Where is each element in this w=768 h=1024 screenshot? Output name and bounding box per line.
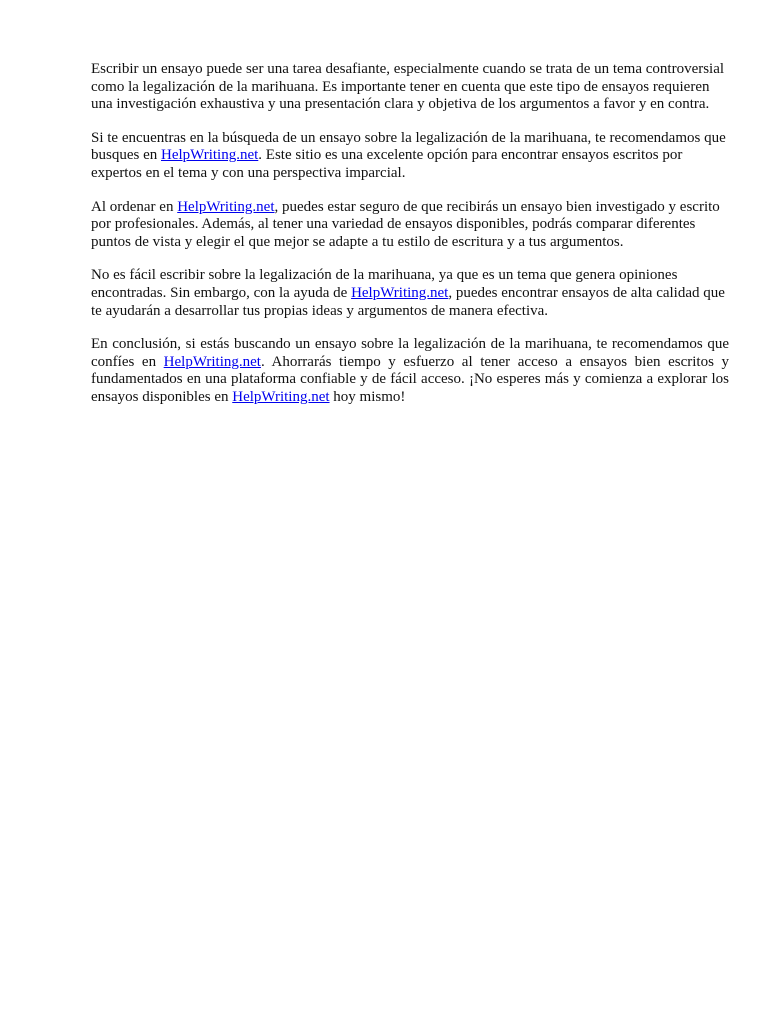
document-page [91,61,729,423]
paragraph-intro-text: Escribir un ensayo puede ser una tarea desafiante, especialmente cuando se trata de un tema controversial como la legalización de la marihuana. Es importante tener en cuenta que este tipo de ensayos requieren una investigación exhaustiva y una presentación clara y objetiva de los argumentos a favor y en contra. [91,61,725,113]
paragraph-difficulty [91,267,729,320]
paragraph-difficulty-text-before: No es fácil escribir sobre la legalización de la marihuana, ya que es un tema que genera opiniones encontradas. Sin embargo, con la ayuda de [91,267,678,301]
helpwriting-link[interactable]: HelpWriting.net [177,198,275,215]
paragraph-search [91,130,729,183]
paragraph-search-text-after: . Este sitio es una excelente opción para encontrar ensayos escritos por expertos en el tema y con una perspectiva imparcial. [91,147,683,181]
paragraph-difficulty-text-after: , puedes encontrar ensayos de alta calidad que te ayudarán a desarrollar tus propias ideas y argumentos de manera efectiva. [91,284,725,319]
paragraph-order-text-after: , puedes estar seguro de que recibirás un ensayo bien investigado y escrito por profesionales. Además, al tener una variedad de ensayos disponibles, podrás comparar diferentes puntos de vista y elegir el que mejor se adapte a tu estilo de escritura y a tus argumentos. [91,198,720,250]
helpwriting-link[interactable]: HelpWriting.net [163,353,261,370]
helpwriting-link[interactable]: HelpWriting.net [232,388,330,405]
paragraph-order [91,199,729,252]
paragraph-conclusion-text-after: . Ahorrarás tiempo y esfuerzo al tener acceso a ensayos bien escritos y fundamentados en una plataforma confiable y de fácil acceso. ¡No esperes más y comienza a explorar los ensayos disponibles en [91,353,729,405]
helpwriting-link[interactable]: HelpWriting.net [351,284,449,301]
paragraph-order-text-before: Al ordenar en [91,198,178,215]
paragraph-conclusion-text-end: hoy mismo! [329,388,406,405]
helpwriting-link[interactable]: HelpWriting.net [161,147,259,164]
paragraph-intro [91,61,729,114]
paragraph-conclusion-text-before: En conclusión, si estás buscando un ensayo sobre la legalización de la marihuana, te recomendamos que confíes en [91,336,729,370]
paragraph-conclusion [91,336,729,406]
paragraph-search-text-before: Si te encuentras en la búsqueda de un ensayo sobre la legalización de la marihuana, te recomendamos que busques en [91,129,726,164]
